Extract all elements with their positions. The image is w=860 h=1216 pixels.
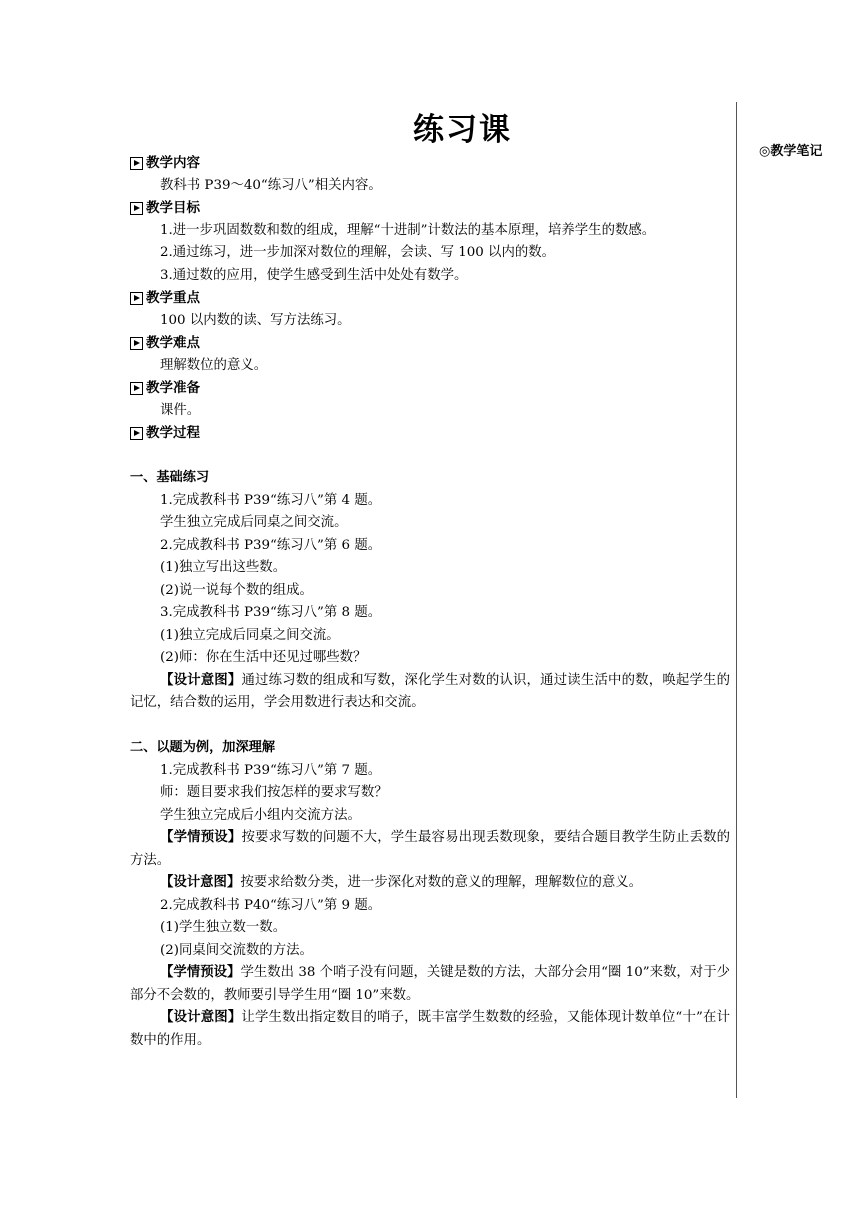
learning-preset-tag: 【学情预设】 (160, 965, 241, 980)
learning-preset-tag: 【学情预设】 (160, 830, 242, 845)
spacer (130, 445, 730, 468)
section-label: 教学过程 (146, 425, 200, 441)
section-heading-content (130, 152, 730, 175)
part1-line: 1.完成教科书 P39“练习八”第 4 题。 (160, 492, 382, 508)
part1-line: 3.完成教科书 P39“练习八”第 8 题。 (160, 605, 382, 620)
part1-line: (2)师：你在生活中还见过哪些数？ (160, 650, 367, 665)
design-intent-text: 让学生数出指定数目的哨子，既丰富学生数数的经验，又能体现计数单位“十”在计数中的作用。 (130, 1010, 730, 1048)
section-heading-prep (130, 377, 730, 400)
teaching-notes-label: ◎教学笔记 (759, 144, 823, 159)
play-box-icon (130, 337, 143, 350)
spacer (130, 715, 730, 738)
learning-preset-paragraph (130, 962, 730, 1007)
goal-line: 2.通过练习，进一步加深对数位的理解，会读、写 100 以内的数。 (160, 245, 556, 260)
section-heading-key (130, 287, 730, 310)
lesson-body (130, 152, 730, 1052)
part2-heading: 二、以题为例，加深理解 (130, 740, 276, 755)
learning-preset-text: 学生数出 38 个哨子没有问题，关键是数的方法，大部分会用“圈 10”来数，对于少部分不会数的，教师要引导学生用“圈 10”来数。 (130, 965, 730, 1003)
prep-line: 课件。 (160, 402, 201, 418)
part1-line: 2.完成教科书 P39“练习八”第 6 题。 (160, 537, 382, 553)
part1-line: 学生独立完成后同桌之间交流。 (160, 515, 348, 530)
margin-divider (736, 102, 737, 1098)
play-box-icon (130, 292, 143, 305)
section-heading-difficulty (130, 332, 730, 355)
design-intent-tag: 【设计意图】 (160, 672, 242, 688)
section-label: 教学准备 (146, 380, 200, 396)
learning-preset-text: 按要求写数的问题不大，学生最容易出现丢数现象，要结合题目教学生防止丢数的方法。 (130, 830, 731, 868)
design-intent-paragraph (130, 1007, 730, 1052)
key-line: 100 以内数的读、写方法练习。 (160, 312, 351, 328)
difficulty-line: 理解数位的意义。 (160, 357, 268, 373)
part2-line: (2)同桌间交流数的方法。 (160, 942, 313, 958)
design-intent-paragraph (130, 670, 730, 715)
part2-line: 1.完成教科书 P39“练习八”第 7 题。 (160, 762, 382, 778)
learning-preset-paragraph (130, 827, 730, 872)
design-intent-tag: 【设计意图】 (160, 875, 241, 890)
section-label: 教学内容 (146, 155, 200, 171)
design-intent-text: 按要求给数分类，进一步深化对数的意义的理解，理解数位的意义。 (240, 875, 643, 890)
part1-line: (2)说一说每个数的组成。 (160, 582, 313, 598)
goal-line: 3.通过数的应用，使学生感受到生活中处处有数学。 (160, 267, 468, 283)
page-title: 练习课 (413, 112, 512, 148)
section-heading-goals (130, 197, 730, 220)
part2-line: 2.完成教科书 P40“练习八”第 9 题。 (160, 897, 382, 913)
section-label: 教学目标 (146, 200, 200, 216)
section-label: 教学难点 (146, 335, 200, 351)
part2-line: 学生独立完成后小组内交流方法。 (160, 807, 361, 823)
part2-line: (1)学生独立数一数。 (160, 920, 287, 935)
goal-line: 1.进一步巩固数数和数的组成，理解“十进制”计数法的基本原理，培养学生的数感。 (160, 222, 656, 238)
content-line: 教科书 P39～40“练习八”相关内容。 (160, 177, 382, 193)
play-box-icon (130, 427, 143, 440)
part1-line: (1)独立写出这些数。 (160, 560, 287, 575)
design-intent-text: 通过练习数的组成和写数，深化学生对数的认识，通过读生活中的数，唤起学生的记忆，结合数的运用，学会用数进行表达和交流。 (130, 672, 731, 710)
play-box-icon (130, 202, 143, 215)
play-box-icon (130, 157, 143, 170)
part1-line: (1)独立完成后同桌之间交流。 (160, 627, 340, 643)
part2-line: 师：题目要求我们按怎样的要求写数？ (160, 785, 388, 800)
design-intent-tag: 【设计意图】 (160, 1010, 242, 1025)
design-intent-paragraph (130, 872, 730, 895)
part1-heading: 一、基础练习 (130, 470, 210, 485)
section-heading-process (130, 422, 730, 445)
section-label: 教学重点 (146, 290, 200, 306)
play-box-icon (130, 382, 143, 395)
